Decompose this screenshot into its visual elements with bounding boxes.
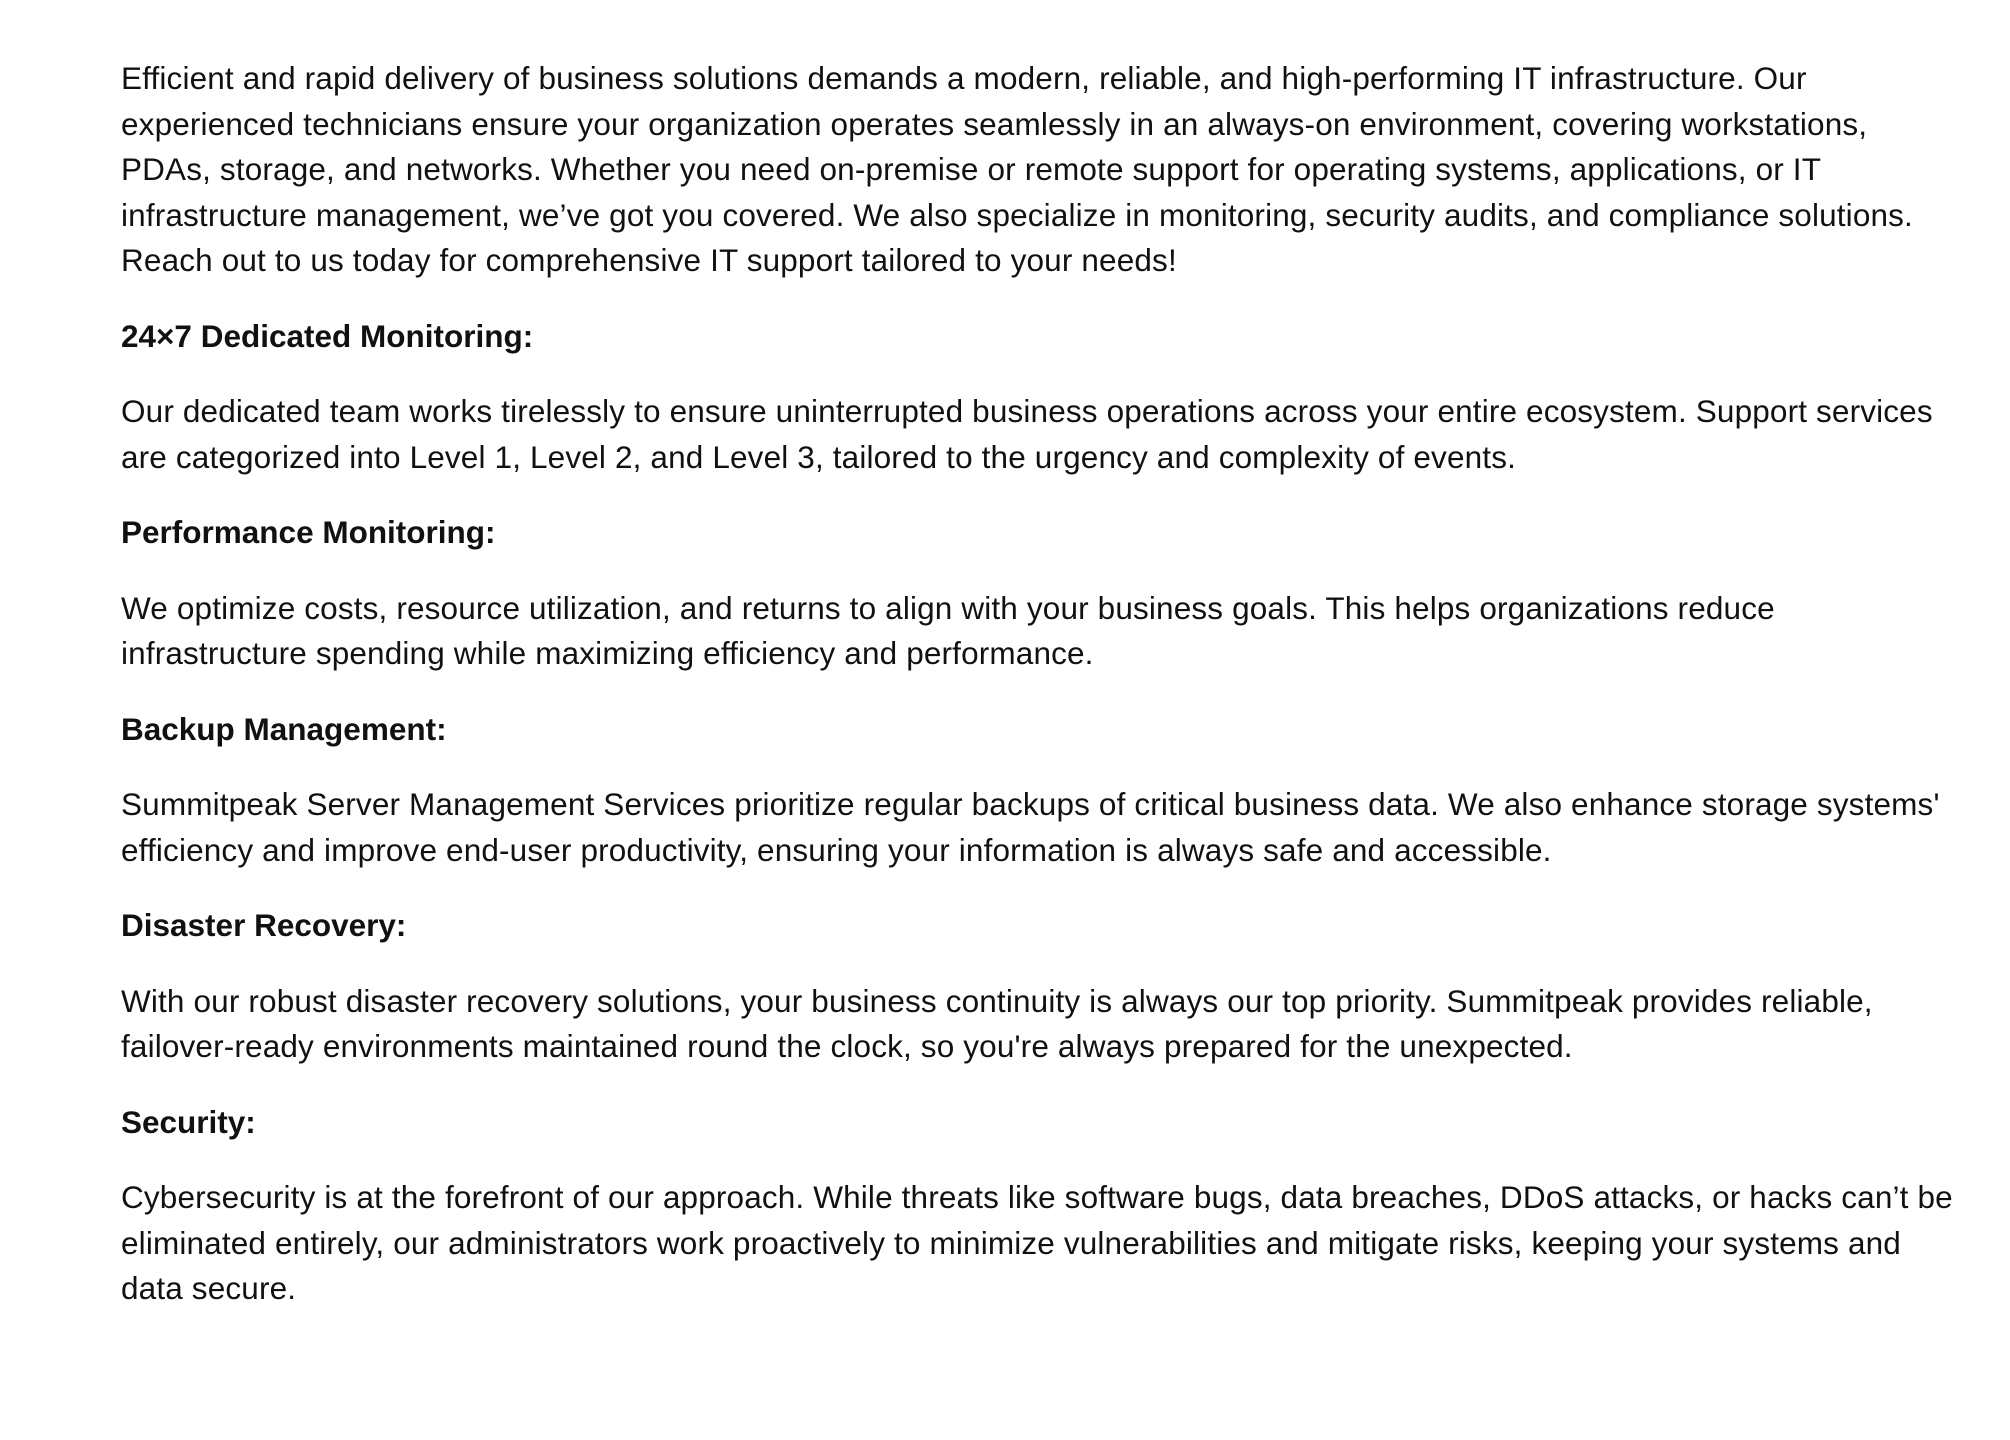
section-heading-disaster-recovery: Disaster Recovery:	[121, 907, 407, 943]
section-heading-backup: Backup Management:	[121, 710, 447, 747]
section-body-backup: Summitpeak Server Management Services prioritize regular backups of critical business data. We also enhance storage systems' efficiency and improve end-user productivity, ensuring your information is always safe and accessible.	[121, 786, 1940, 868]
section-heading-performance: Performance Monitoring:	[121, 514, 496, 550]
section-heading-security: Security:	[121, 1103, 256, 1140]
intro-paragraph: Efficient and rapid delivery of business solutions demands a modern, reliable, and high-performing IT infrastructure. Our experienced technicians ensure your organization operates seamlessly in an always-on environment, covering workstations, PDAs, storage, and networks. Whether you need on-premise or remote support for operating systems, applications, or IT infrastructure management, we’ve got you covered. We also specialize in monitoring, security audits, and compliance solutions. Reach out to us today for comprehensive IT support tailored to your needs!	[121, 60, 1913, 278]
section-body-performance: We optimize costs, resource utilization, and returns to align with your business goals. This helps organizations reduce infrastructure spending while maximizing efficiency and performance.	[121, 589, 1775, 671]
article-content	[121, 56, 1961, 1312]
section-heading-monitoring: 24×7 Dedicated Monitoring:	[121, 317, 534, 354]
section-body-disaster-recovery: With our robust disaster recovery solutions, your business continuity is always our top priority. Summitpeak provides reliable, failover-ready environments maintained round the clock, so you're always prepared for the unexpected.	[121, 982, 1873, 1064]
section-body-security: Cybersecurity is at the forefront of our approach. While threats like software bugs, data breaches, DDoS attacks, or hacks can’t be eliminated entirely, our administrators work proactively to minimize vulnerabilities and mitigate risks, keeping your systems and data secure.	[121, 1179, 1953, 1306]
section-body-monitoring: Our dedicated team works tirelessly to ensure uninterrupted business operations across your entire ecosystem. Support services are categorized into Level 1, Level 2, and Level 3, tailored to the urgency and complexity of events.	[121, 393, 1933, 475]
